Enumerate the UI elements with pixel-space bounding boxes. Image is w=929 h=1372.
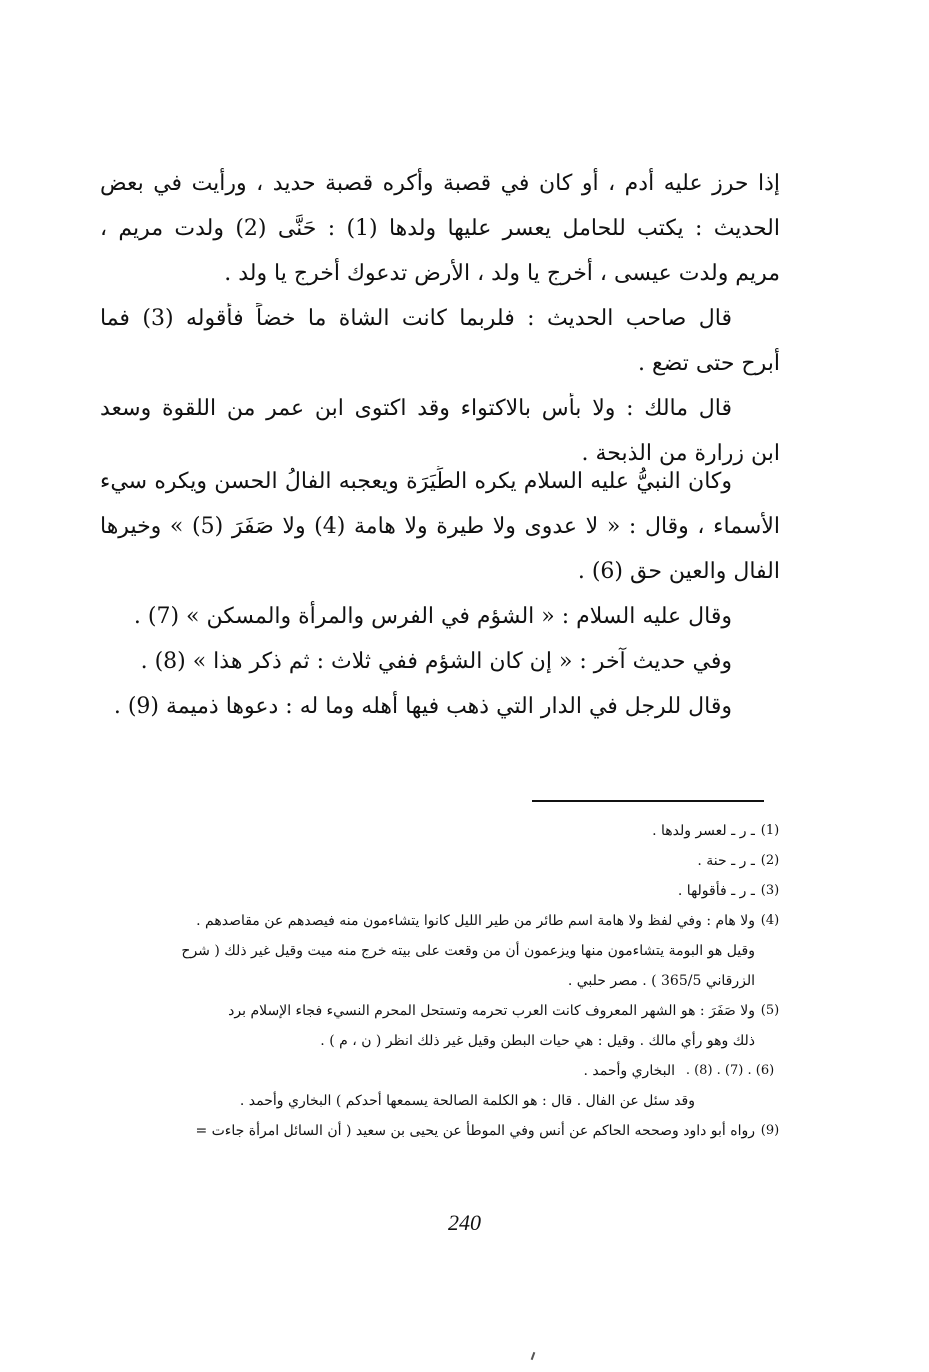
footnote-9 — [85, 1116, 785, 1146]
page-number: 240 — [448, 1210, 481, 1235]
text-line: وكان النبيُّ عليه السلام يكره الطِّيَرَة ويعجبه الفالُ الحسن ويكره سيء — [100, 469, 732, 494]
main-text — [100, 168, 780, 736]
footnote-number: (4) — [760, 913, 780, 928]
footnote-number: (3) — [760, 883, 780, 898]
footnote-4 — [85, 906, 785, 936]
footnote-text: ـ ر ـ لعسر ولدها . — [652, 823, 755, 839]
text-line: إذا حرز عليه أدم ، أو كان في قصبة وأكره قصبة حديد ، ورأيت في بعض — [100, 171, 780, 196]
text-line: الفال والعين حق (6) . — [577, 559, 780, 584]
text-line: الأَسماء ، وقال : « لا عدوى ولا طيرة ولا هامة (4) ولا صَفَرَ (5) » وخيرها — [100, 514, 780, 539]
footnote-number: (9) — [760, 1123, 780, 1138]
footnote-separator — [532, 800, 764, 802]
text-line: ابن زرارة من الذبحة . — [581, 441, 780, 466]
footnote-continuation: الزرقاني 365/5 ) . مصر حلبي . — [567, 973, 755, 989]
footnote-text: ولا صَفَرَ : هو الشهر المعروف كانت العرب تحرمه وتستحل المحرم النسيء فجاء الإسلام برد — [228, 1003, 755, 1019]
footnote-2 — [85, 846, 785, 876]
text-line: قال صاحب الحديث : فلربما كانت الشاة ما خضاً فأقوله (3) فما — [100, 306, 733, 331]
footnote-continuation: ذلك وهو رأي مالك . وقيل : هي حيات البطن وقيل غير ذلك انظر ( ن ، م ) . — [320, 1033, 755, 1049]
footnote-text: ولا هام : وفي لفظ ولا هامة اسم طائر من طير الليل كانوا يتشاءمون منه فيصدهم عن مقاصدهم . — [196, 913, 755, 929]
text-line: قال مالك : ولا بأس بالاكتواء وقد اكتوى ابن عمر من اللقوة وسعد — [100, 396, 732, 421]
footnotes — [85, 816, 785, 1146]
footnote-continuation: وقد سئل عن الفال . قال : هو الكلمة الصالحة يسمعها أحدكم ) البخاري وأحمد . — [239, 1093, 695, 1109]
text-line: وفي حديث آخر : « إن كان الشؤم ففي ثلاث : ثم ذكر هذا » (8) . — [140, 649, 732, 674]
footnote-number: (6) . (7) . (8) . — [685, 1063, 775, 1078]
scan-mark — [531, 1352, 536, 1360]
text-line: الحديث : يكتب للحامل يعسر عليها ولدها (1) : حَنَّى (2) ولدت مريم ، — [100, 216, 780, 241]
text-line: مريم ولدت عيسى ، أخرج يا ولد ، الأرض تدعوك أخرج يا ولد . — [224, 261, 780, 286]
footnote-text: ـ ر ـ فأقولها . — [677, 883, 755, 899]
text-line: وقال عليه السلام : « الشؤم في الفرس والمرأة والمسكن » (7) . — [133, 604, 732, 629]
footnote-6-7-8 — [85, 1056, 785, 1086]
footnote-text: ـ ر ـ حنة . — [697, 853, 755, 869]
footnote-number: (5) — [760, 1003, 780, 1018]
footnote-5 — [85, 996, 785, 1026]
footnote-text: البخاري وأحمد . — [583, 1063, 675, 1079]
footnote-3 — [85, 876, 785, 906]
footnote-number: (1) — [760, 823, 780, 838]
footnote-text: رواه أبو داود وصححه الحاكم عن أنس وفي الموطأ عن يحيى بن سعيد ( أن السائل امرأة جاءت = — [195, 1123, 755, 1139]
text-line: أبرح حتى تضع . — [637, 351, 780, 376]
footnote-number: (2) — [760, 853, 780, 868]
footnote-continuation: وقيل هو البومة يتشاءمون منها ويزعمون أن من وقعت على بيته خرج منه ميت وقيل غير ذلك ( شرح — [181, 943, 755, 959]
footnote-1 — [85, 816, 785, 846]
text-line: وقال للرجل في الدار التي ذهب فيها أهله وما له : دعوها ذميمة (9) . — [113, 694, 732, 719]
